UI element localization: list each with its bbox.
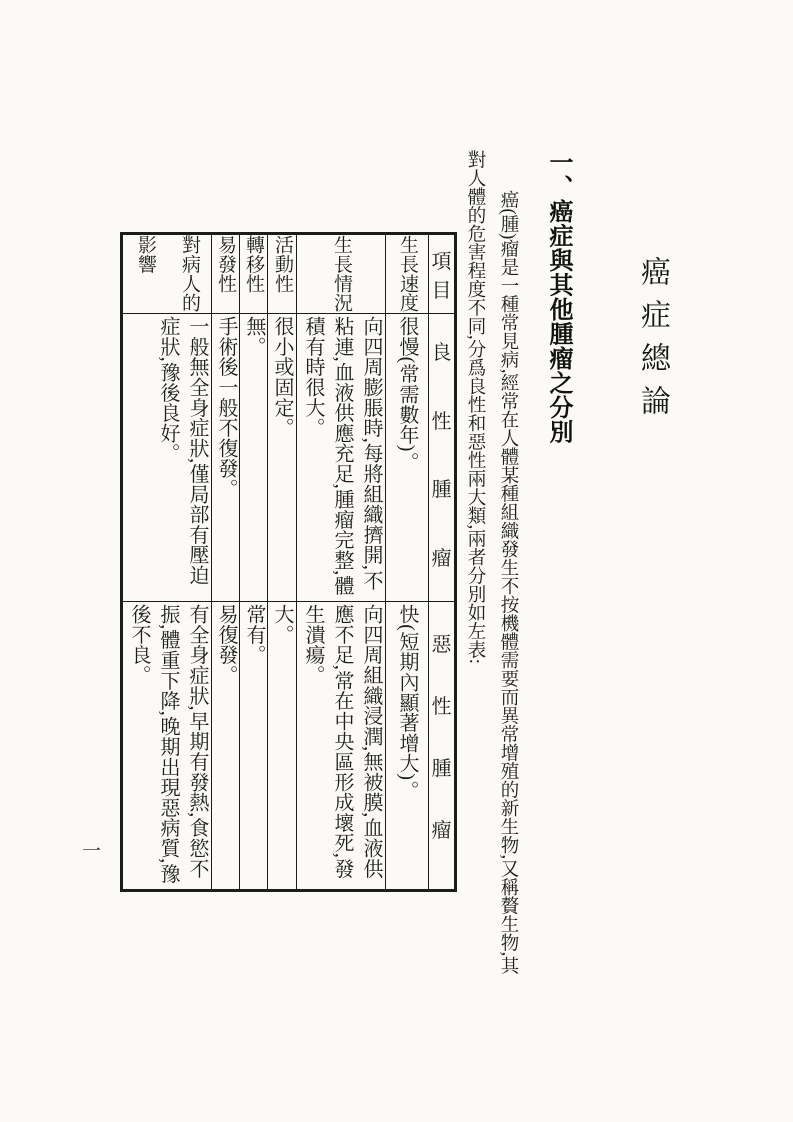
table-corner-item-label: 項 目 — [429, 235, 454, 313]
table-cell-malignant-effect: 有全身症狀,早期有發熱,食慾不振,體重下降,晚期出現惡病質,豫後不良。 — [123, 602, 211, 889]
table-cell-malignant-growth-rate: 快(短期內顯著增大)。 — [386, 602, 428, 889]
table-cell-malignant-mobility: 大。 — [268, 602, 296, 889]
table-cell-benign-effect: 一般無全身症狀,僅局部有壓迫症狀,豫後良好。 — [123, 314, 211, 601]
table-cell-malignant-metastasis: 常有。 — [240, 602, 267, 889]
table-cell-benign-mobility: 很小或固定。 — [268, 314, 296, 601]
intro-paragraph — [458, 150, 524, 1065]
page-number: 一 — [82, 841, 102, 862]
intro-column-1: 癌(腫)瘤是一種常見病,經常在人體某種組織發生不按機體需要而異常增殖的新生物,又稱贅生物,其 — [498, 190, 518, 975]
table-cell-benign-growth-rate: 很慢(常需數年)。 — [386, 314, 428, 601]
table-header-effect-on-patient: 對病人的影響 — [123, 235, 211, 313]
table-row-label-malignant: 惡 性 腫 瘤 — [429, 602, 454, 889]
section-heading: 一、癌症與其他腫瘤之分別 — [545, 150, 572, 444]
page-title: 癌症總論 — [636, 256, 669, 428]
table-cell-benign-metastasis: 無。 — [240, 314, 267, 601]
table-header-growth-condition: 生長情況 — [297, 235, 385, 313]
table-row-label-benign: 良 性 腫 瘤 — [429, 314, 454, 601]
table-cell-benign-recurrence: 手術後一般不復發。 — [212, 314, 239, 601]
table-header-mobility: 活動性 — [268, 235, 296, 313]
table-header-growth-rate: 生長速度 — [386, 235, 428, 313]
table-header-recurrence: 易發性 — [212, 235, 239, 313]
intro-column-2: 對人體的危害程度不同,分爲良性和惡性兩大類,兩者分別如左表: — [465, 150, 485, 664]
comparison-table — [120, 232, 457, 892]
table-cell-malignant-growth-condition: 向四周組織浸潤,無被膜,血液供應不足,常在中央區形成壞死,發生潰瘍。 — [297, 602, 385, 889]
table-cell-benign-growth-condition: 向四周膨脹時,每將組織擠開,不粘連,血液供應充足,腫瘤完整,體積有時很大。 — [297, 314, 385, 601]
table-header-metastasis: 轉移性 — [240, 235, 267, 313]
table-cell-malignant-recurrence: 易復發。 — [212, 602, 239, 889]
